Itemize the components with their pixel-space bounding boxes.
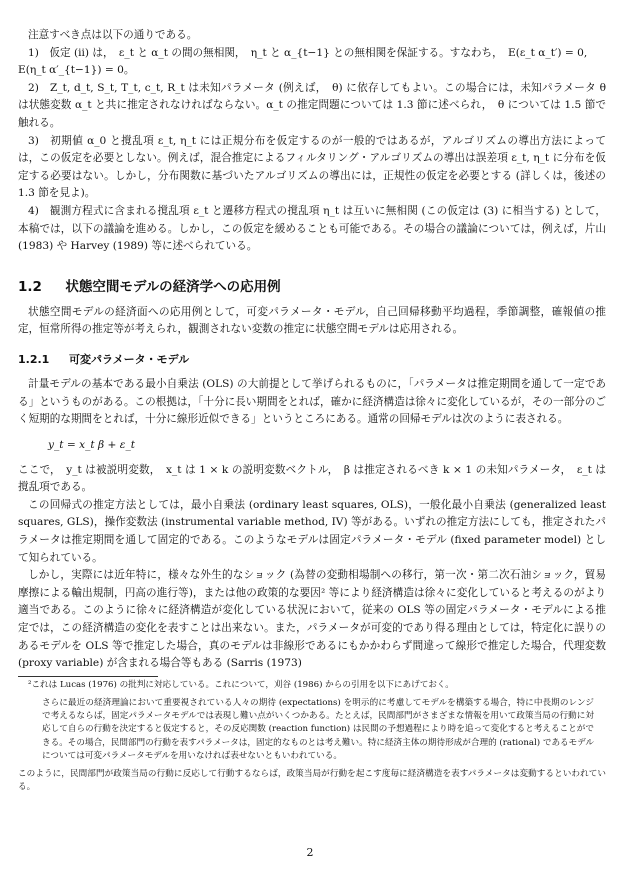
footnote-tail: このように，民間部門が政策当局の行動に反応して行動するならば，政策当局が行動を起こす度毎に経済構造を表すパラメータは変動するといわれている。: [18, 769, 606, 793]
regression-equation: y_t = x_t β + ε_t: [48, 438, 136, 451]
paper-page: [18, 0, 606, 794]
page-number: 2: [306, 846, 314, 859]
section-paragraph: 状態空間モデルの経済面への応用例として，可変パラメータ・モデル，自己回帰移動平均過程，季節調整，確報値の推定，恒常所得の推定等が考えられ，観測されない変数の推定に状態空間モデルは応用される。: [18, 305, 606, 336]
subsection-number: 1.2.1: [18, 352, 50, 366]
subsection-paragraph-3: この回帰式の推定方法としては，最小自乗法 (ordinary least squares, OLS)，一般化最小自乗法 (generalized least squares, GLS)，操作変数法 (instrumental variable method, IV) 等がある。いずれの推定方法にしても，推定されたパラメータは推定期間を通して固定的である。このようなモデルは固定パラメータ・モデル (fixed parameter model) として知られている。: [18, 498, 606, 564]
point-1: 1) 仮定 (ii) は， ε_t と α_t の間の無相関， η_t と α_{t−1} との無相関を保証する。すなわち， E(ε_t α_t′) = 0,: [28, 46, 588, 59]
section-number: 1.2: [18, 278, 42, 295]
point-1-cont: E(η_t α′_{t−1}) = 0。: [18, 64, 135, 77]
subsection-paragraph-1: 計量モデルの基本である最小自乗法 (OLS) の大前提として挙げられるものに，「パラメータは推定期間を通して一定である」というものがある。この根拠は，「十分に長い期間をとれば，確かに経済構造は徐々に変化しているが，その一部分のごく短期的な期間をとれば，十分に線形近似できる」というところにある。通常の回帰モデルは次のように表される。: [18, 377, 606, 426]
section-heading: [18, 278, 606, 296]
point-3: 3) 初期値 α_0 と撹乱項 ε_t, η_t には正規分布を仮定するのが一般的ではあるが，アルゴリズムの導出方法によっては，この仮定を必要としない。例えば，混合推定によるフィルタリング・アルゴリズムの導出は誤差項 ε_t, η_t に分布を仮定する必要はない。しかし，分布関数に基づいたアルゴリズムの導出には，正規性の仮定を必要とする (詳しくは，後述の 1.3 節を見よ)。: [18, 134, 606, 200]
footnote-rule: [18, 676, 158, 677]
footnote-lead: ²これは Lucas (1976) の批判に対応している。これについて，刈谷 (1986) からの引用を以下にあげておく。: [28, 679, 454, 690]
subsection-paragraph-2: ここで， y_t は被説明変数， x_t は 1 × k の説明変数ベクトル， β は推定されるべき k × 1 の未知パラメータ， ε_t は撹乱項である。: [18, 463, 606, 494]
section-title: 状態空間モデルの経済学への応用例: [65, 278, 281, 295]
point-2: 2) Z_t, d_t, S_t, T_t, c_t, R_t は未知パラメータ (例えば， θ) に依存してもよい。この場合には，未知パラメータ θ は状態変数 α_t と共に推定されなければならない。α_t の推定問題については 1.3 節に述べられ， θ については 1.5 節で触れる。: [18, 81, 606, 129]
subsection-heading: [18, 352, 606, 368]
subsection-title: 可変パラメータ・モデル: [69, 352, 190, 366]
footnote-quote: さらに最近の経済理論において重要視されている人々の期待 (expectations) を明示的に考慮してモデルを構築する場合，特に中長期のレンジで考えるならば，固定パラメータモデルでは表現し難い点がいくつかある。たとえば，民間部門がさまざまな情報を用いて政策当局の行動に対応して自らの行動を決定すると仮定すると，その反応関数 (reaction function) は民間の予想過程により時を追って変化すると考えることができる。その場合，民間部門の行動を表すパラメータは，固定的なものとは考え難い。特に経済主体の期待形成が合理的 (rational) であるモデルについては可変パラメータモデルを用いなければ表せないともいわれている。: [42, 698, 594, 761]
subsection-paragraph-4: しかし，実際には近年特に，様々な外生的なショック (為替の変動相場制への移行，第一次・第二次石油ショック，貿易摩擦による輸出規制，円高の進行等)，または他の政策的な要因² 等により経済構造は徐々に変化していると考えるのがより適当である。このように徐々に経済構造が変化している状況において，従来の OLS 等の固定パラメータ・モデルによる推定では，この経済構造の変化を表すことは出来ない。また，パラメータが可変的であり得る理由としては，特定化に誤りのあるモデルを OLS 等で推定した場合，真のモデルは非線形であるにもかかわらず間違って線形で推定した場合，代理変数 (proxy variable) が含まれる場合等もある (Sarris (1973): [18, 569, 606, 670]
intro-text: 注意すべき点は以下の通りである。: [28, 29, 198, 41]
point-4: 4) 観測方程式に含まれる撹乱項 ε_t と遷移方程式の撹乱項 η_t は互いに無相関 (この仮定は (3) に相当する) として，本稿では，以下の議論を進める。しかし，この仮定を緩めることも可能である。その場合の議論については，例えば，片山 (1983) や Harvey (1989) 等に述べられている。: [18, 204, 606, 253]
